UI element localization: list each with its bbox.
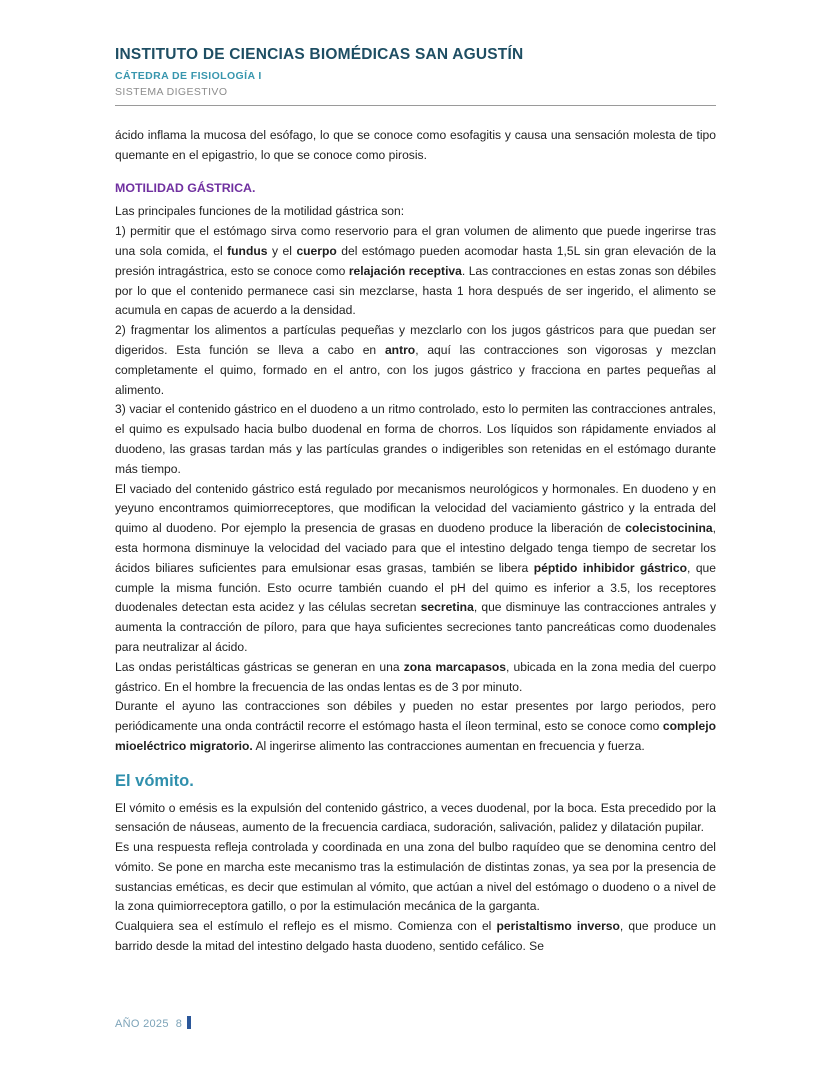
text-run: ácido inflama la mucosa del esófago, lo que se conoce como esofagitis y causa una sensación molesta de tipo quemante en el epigastrio, lo que se conoce como pirosis. — [115, 128, 716, 162]
text-run: 3) vaciar el contenido gástrico en el duodeno a un ritmo controlado, esto lo permiten las contracciones antrales, el quimo es expulsado hacia bulbo duodenal en forma de chorros. Los líquidos son rápidamente enviados al duodeno, las grasas tardan más y las partículas grandes o indigeribles son retenidas en el estómago durante más tiempo. — [115, 402, 716, 476]
paragraph — [115, 658, 716, 698]
text-run: 1) permitir que el estómago sirva como reservorio para el gran volumen de alimento que puede ingerirse tras una sola comida, el — [115, 224, 716, 258]
paragraph — [115, 480, 716, 658]
bold-term: relajación receptiva — [348, 263, 462, 278]
bold-term: peristaltismo inverso — [496, 919, 620, 934]
page-number-bar-icon — [187, 1016, 191, 1029]
text-run: Las ondas peristálticas gástricas se generan en una — [115, 659, 404, 674]
text-run: , que cumple la misma función. Esto ocurre también cuando el pH del quimo es inferior a 3.5, los receptores duodenales detectan esta acidez y las células secretan — [115, 560, 717, 615]
bold-term: zona marcapasos — [403, 659, 507, 674]
text-run: Cualquiera sea el estímulo el reflejo es el mismo. Comienza con el — [115, 919, 497, 934]
section-heading-el-vomito: El vómito. — [115, 771, 194, 790]
paragraph — [115, 400, 716, 479]
bold-term: antro — [384, 342, 416, 357]
paragraph — [115, 126, 716, 166]
paragraph — [115, 838, 716, 917]
footer-page-number: 8 — [175, 1018, 183, 1030]
text-run: Es una respuesta refleja controlada y coordinada en una zona del bulbo raquídeo que se denomina centro del vómito. Se pone en marcha este mecanismo tras la estimulación de distintas zonas, ya sea por la presencia de sustancias eméticas, es decir que estimulan al vómito, que actúan a nivel del estómago o duodeno o a nivel de la zona quimiorreceptora gatillo, o por la estimulación mecánica de la garganta. — [115, 840, 716, 914]
text-run: , que produce un barrido desde la mitad del intestino delgado hasta duodeno, sentido cefálico. Se — [115, 919, 716, 954]
document-header — [115, 46, 716, 106]
paragraph — [115, 321, 716, 400]
bold-term: cuerpo — [296, 243, 337, 258]
sistema-subtitle: SISTEMA DIGESTIVO — [115, 86, 228, 98]
text-run: , ubicada en la zona media del cuerpo gástrico. En el hombre la frecuencia de las ondas lentas es de 3 por minuto. — [115, 659, 716, 694]
bold-term: secretina — [420, 600, 474, 615]
footer-year-label: AÑO 2025 — [115, 1018, 169, 1030]
text-run: El vómito o emésis es la expulsión del contenido gástrico, a veces duodenal, por la boca. Esta precedido por la sensación de náuseas, aumento de la frecuencia cardiaca, sudoración, salivación, palidez y dilatación pupilar. — [115, 800, 716, 835]
text-run: Durante el ayuno las contracciones son débiles y pueden no estar presentes por largo periodos, pero periódicamente una onda contráctil recorre el estómago hasta el íleon terminal, esto se conoce como — [115, 699, 716, 734]
text-run: , aquí las contracciones son vigorosas y mezclan completamente el quimo, formado en el antro, con los jugos gástrico y fracciona en partes pequeñas al alimento. — [115, 342, 716, 397]
paragraph — [115, 799, 716, 839]
text-run: . Las contracciones en estas zonas son débiles por lo que el contenido permanece casi sin mezclarse, hasta 1 hora después de ser ingerido, el alimento se acumula en capas de acuerdo a la densidad. — [115, 263, 717, 318]
paragraph — [115, 222, 716, 321]
paragraph — [115, 917, 716, 957]
text-run: 2) fragmentar los alimentos a partículas pequeñas y mezclarlo con los jugos gástricos para que puedan ser digeridos. Esta función se lleva a cabo en — [115, 323, 716, 357]
paragraph — [115, 202, 716, 222]
document-blocks — [115, 126, 716, 957]
text-run: , esta hormona disminuye la velocidad del vaciado para que el intestino delgado tenga tiempo de secretar los ácidos biliares suficientes para emulsionar esas grasas, también se libera — [115, 521, 716, 575]
bold-term: péptido inhibidor gástrico — [533, 560, 688, 575]
text-run: , que disminuye las contracciones antrales y aumenta la contracción de píloro, para que haya suficientes secreciones tanto pancreáticas como duodenales para neutralizar al ácido. — [115, 600, 716, 654]
text-run: y el — [267, 243, 297, 258]
paragraph — [115, 697, 716, 756]
page-footer — [115, 1016, 191, 1030]
text-run: Las principales funciones de la motilidad gástrica son: — [115, 204, 405, 219]
text-run: del estómago pueden acomodar hasta 1,5L sin gran elevación de la presión intragástrica, esto se conoce como — [115, 243, 716, 278]
text-run: Al ingerirse alimento las contracciones aumentan en frecuencia y fuerza. — [252, 738, 645, 753]
catedra-subtitle: CÁTEDRA DE FISIOLOGÍA I — [115, 70, 262, 82]
text-run: El vaciado del contenido gástrico está regulado por mecanismos neurológicos y hormonales. En duodeno y en yeyuno encontramos quimiorreceptores, que modifican la velocidad del vaciamiento gástrico y la entrada del quimo al duodeno. Por ejemplo la presencia de grasas en duodeno produce la liberación de — [115, 481, 716, 536]
section-heading-motilidad-gastrica: MOTILIDAD GÁSTRICA. — [115, 180, 256, 195]
bold-term: fundus — [227, 243, 268, 258]
bold-term: colecistocinina — [625, 521, 713, 536]
institute-title: INSTITUTO DE CIENCIAS BIOMÉDICAS SAN AGUSTÍN — [115, 46, 524, 63]
bold-term: complejo mioeléctrico migratorio. — [115, 719, 716, 753]
